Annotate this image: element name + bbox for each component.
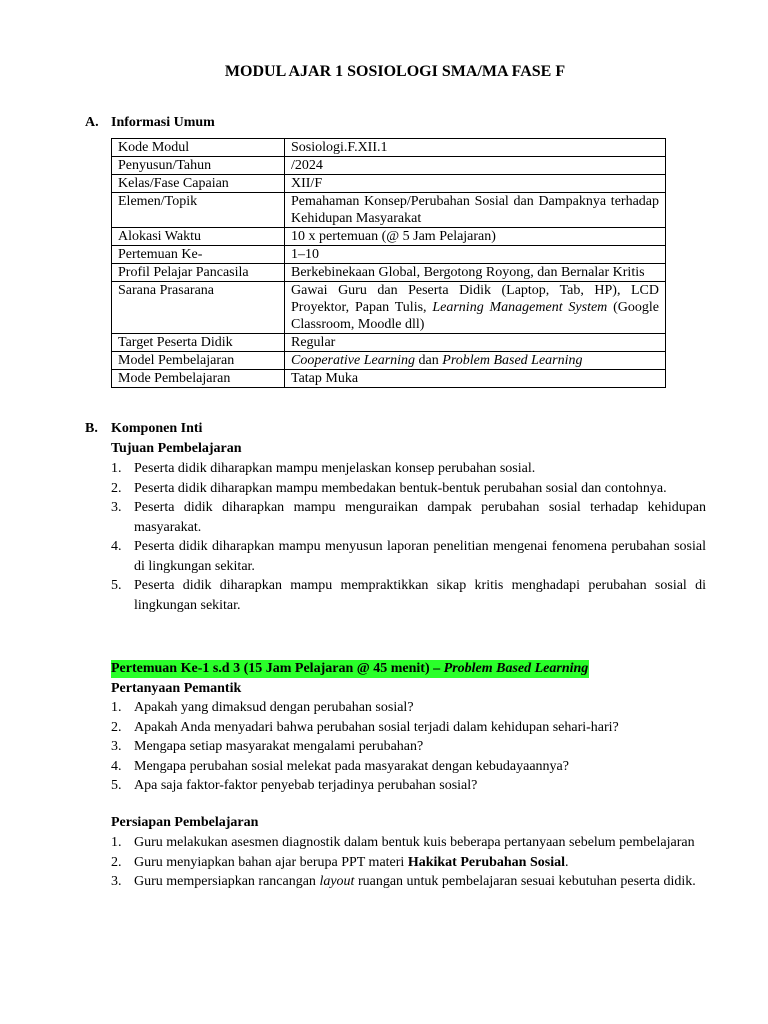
info-key: Model Pembelajaran — [112, 352, 285, 370]
info-value: Pemahaman Konsep/Perubahan Sosial dan Dampaknya terhadap Kehidupan Masyarakat — [285, 193, 666, 228]
item-text-part: . — [564, 854, 569, 870]
table-row — [112, 139, 666, 157]
info-value-italic: Learning Management System — [432, 300, 608, 315]
item-text-part: Guru mempersiapkan rancangan — [134, 874, 320, 889]
item-number: 2. — [111, 854, 122, 870]
item-text: Peserta didik diharapkan mampu menjelaskan konsep perubahan sosial. — [134, 461, 536, 476]
info-value-part: (Google Classroom, Moodle dll) — [291, 300, 659, 332]
item-text: Apa saja faktor-faktor penyebab terjadinya perubahan sosial? — [134, 778, 478, 793]
item-number: 2. — [111, 480, 122, 496]
item-number: 1. — [111, 835, 122, 850]
table-row — [112, 334, 666, 352]
item-number: 3. — [111, 500, 122, 515]
section-b-letter: B. — [85, 421, 98, 436]
table-row — [112, 246, 666, 264]
list-item — [111, 537, 706, 576]
list-item — [111, 737, 706, 757]
info-key: Mode Pembelajaran — [112, 370, 285, 388]
info-value-italic: Problem Based Learning — [442, 353, 583, 368]
info-value: XII/F — [285, 175, 666, 193]
list-item — [111, 757, 706, 777]
table-row — [112, 157, 666, 175]
info-key: Penyusun/Tahun — [112, 157, 285, 175]
table-row — [112, 352, 666, 370]
info-value-part: Gawai Guru dan Peserta Didik (Laptop, Tab, HP), LCD Proyektor, Papan Tulis, — [291, 283, 659, 315]
list-item — [111, 776, 706, 796]
item-number: 2. — [111, 719, 122, 735]
section-b-title: Komponen Inti — [111, 421, 203, 436]
info-key: Target Peserta Didik — [112, 334, 285, 352]
section-a-letter: A. — [85, 115, 99, 130]
item-text-part: ruangan untuk pembelajaran sesuai kebutuhan peserta didik. — [354, 874, 696, 889]
info-value — [285, 352, 666, 370]
section-a-title: Informasi Umum — [111, 115, 215, 130]
pemantik-heading: Pertanyaan Pemantik — [111, 681, 242, 696]
item-text: Peserta didik diharapkan mampu menyusun laporan penelitian mengenai fenomena perubahan sosial di lingkungan sekitar. — [134, 539, 706, 574]
table-row — [112, 370, 666, 388]
item-number: 4. — [111, 758, 122, 774]
list-item — [111, 718, 706, 738]
item-number: 1. — [111, 461, 122, 476]
tujuan-heading: Tujuan Pembelajaran — [111, 441, 242, 456]
info-key: Sarana Prasarana — [112, 282, 285, 334]
item-number: 5. — [111, 578, 122, 593]
info-table — [111, 138, 666, 388]
item-text: Peserta didik diharapkan mampu mempraktikkan sikap kritis menghadapi perubahan sosial di lingkungan sekitar. — [134, 578, 706, 613]
info-value: 1–10 — [285, 246, 666, 264]
section-b-heading — [85, 421, 202, 437]
item-number: 4. — [111, 539, 122, 554]
item-text-bold: Hakikat Perubahan Sosial — [407, 854, 565, 870]
meeting-model: Problem Based Learning — [443, 661, 589, 676]
document-title: MODUL AJAR 1 SOSIOLOGI SMA/MA FASE F — [224, 63, 566, 80]
persiapan-heading: Persiapan Pembelajaran — [111, 815, 259, 830]
info-value: 10 x pertemuan (@ 5 Jam Pelajaran) — [285, 228, 666, 246]
table-row — [112, 282, 666, 334]
list-item — [111, 853, 706, 873]
item-number: 1. — [111, 700, 122, 715]
item-text: Peserta didik diharapkan mampu membedakan bentuk-bentuk perubahan sosial dan contohnya. — [134, 480, 667, 496]
info-key: Elemen/Topik — [112, 193, 285, 228]
info-value: Berkebinekaan Global, Bergotong Royong, dan Bernalar Kritis — [285, 264, 666, 282]
info-key: Kelas/Fase Capaian — [112, 175, 285, 193]
pemantik-list — [111, 698, 706, 796]
item-text: Guru melakukan asesmen diagnostik dalam bentuk kuis beberapa pertanyaan sebelum pembelajaran — [134, 835, 695, 850]
list-item — [111, 833, 706, 853]
list-item — [111, 576, 706, 615]
meeting-heading — [111, 660, 589, 678]
info-value-italic: Cooperative Learning — [291, 353, 416, 368]
table-row — [112, 228, 666, 246]
item-text: Mengapa perubahan sosial melekat pada masyarakat dengan kebudayaannya? — [134, 758, 569, 774]
list-item — [111, 459, 706, 479]
item-text: Apakah Anda menyadari bahwa perubahan sosial terjadi dalam kehidupan sehari-hari? — [134, 719, 619, 735]
meeting-label: Pertemuan Ke-1 s.d 3 (15 Jam Pelajaran @ 45 menit) – — [111, 661, 444, 676]
item-number: 3. — [111, 874, 122, 889]
tujuan-list — [111, 459, 706, 615]
list-item — [111, 698, 706, 718]
list-item — [111, 479, 706, 499]
info-key: Profil Pelajar Pancasila — [112, 264, 285, 282]
table-row — [112, 175, 666, 193]
item-text-italic: layout — [319, 874, 355, 889]
info-value: /2024 — [285, 157, 666, 175]
info-key: Alokasi Waktu — [112, 228, 285, 246]
info-key: Kode Modul — [112, 139, 285, 157]
item-number: 3. — [111, 739, 122, 754]
table-row — [112, 264, 666, 282]
info-value — [285, 282, 666, 334]
item-text: Mengapa setiap masyarakat mengalami perubahan? — [134, 739, 424, 754]
info-key: Pertemuan Ke- — [112, 246, 285, 264]
info-value: Regular — [285, 334, 666, 352]
table-row — [112, 193, 666, 228]
info-value: Tatap Muka — [285, 370, 666, 388]
item-text: Apakah yang dimaksud dengan perubahan sosial? — [134, 700, 414, 715]
info-value-part: dan — [415, 353, 443, 368]
item-text-part: Guru menyiapkan bahan ajar berupa PPT materi — [134, 854, 408, 870]
list-item — [111, 872, 706, 892]
section-a-heading — [85, 115, 215, 131]
item-number: 5. — [111, 778, 122, 793]
item-text: Peserta didik diharapkan mampu menguraikan dampak perubahan sosial terhadap kehidupan masyarakat. — [134, 500, 706, 535]
list-item — [111, 498, 706, 537]
info-value: Sosiologi.F.XII.1 — [285, 139, 666, 157]
persiapan-list — [111, 833, 706, 892]
